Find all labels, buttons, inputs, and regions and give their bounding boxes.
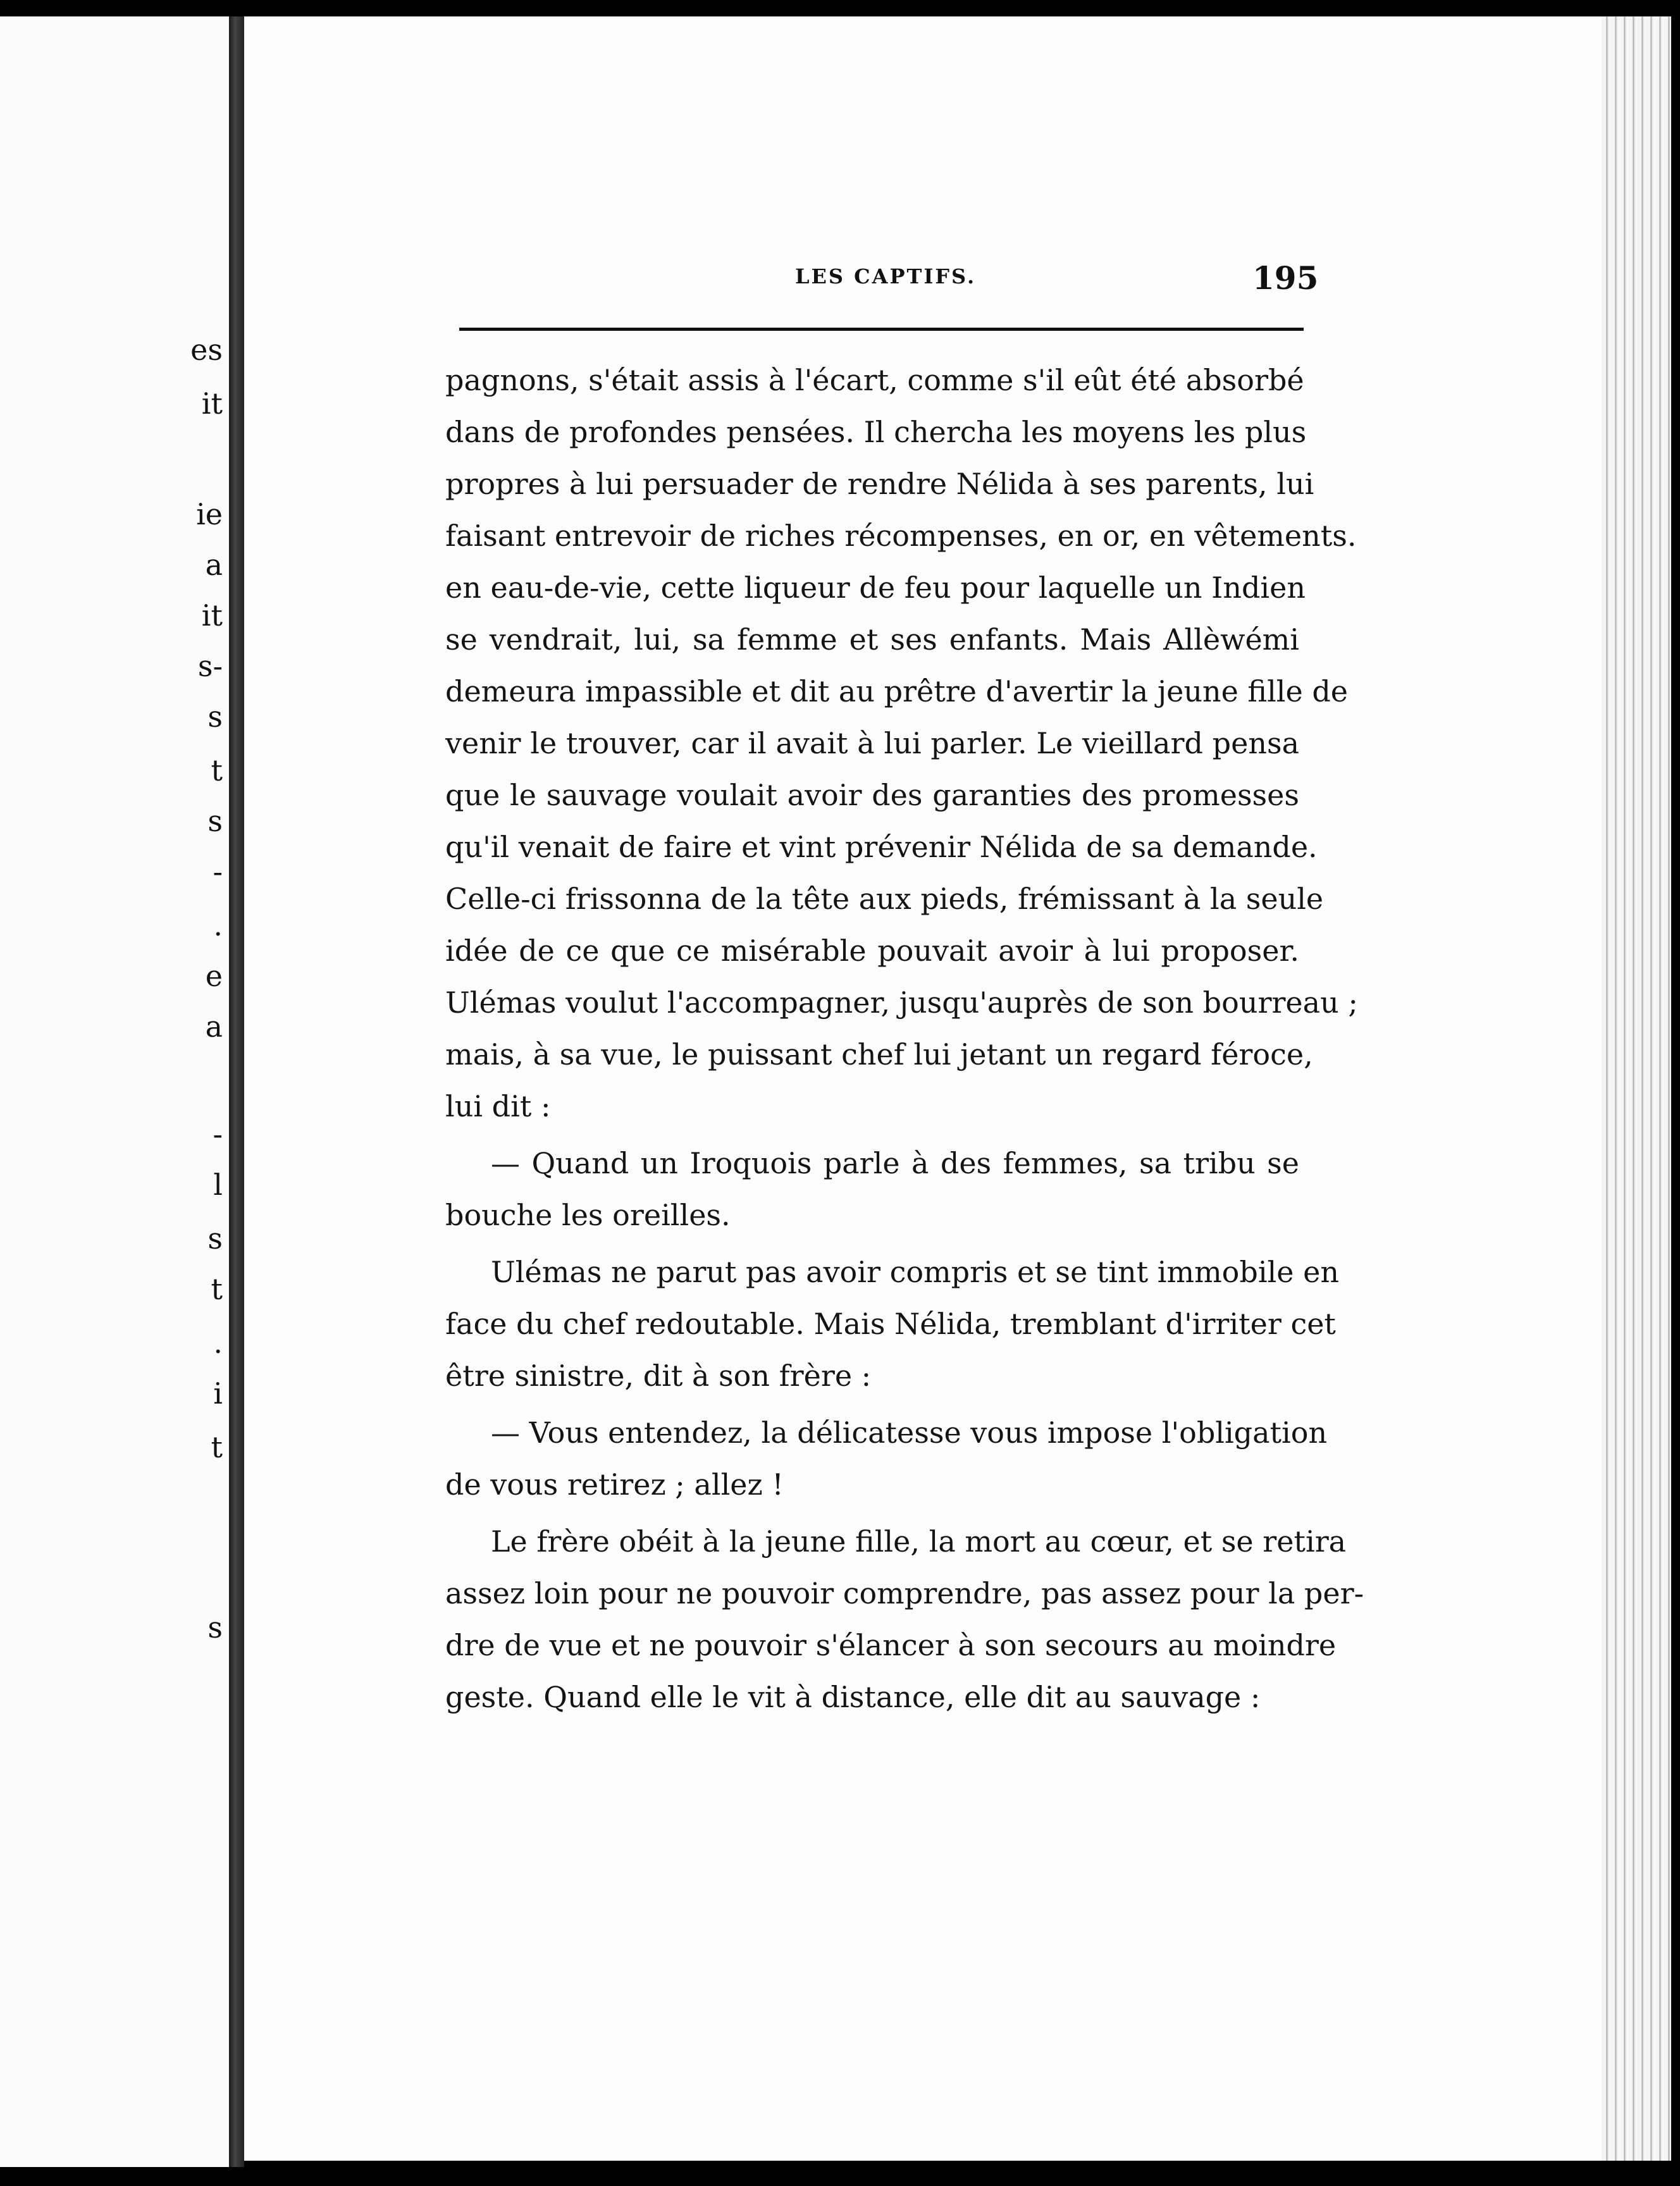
left-page-text-fragment: s	[207, 804, 223, 838]
running-title: LES CAPTIFS.	[795, 264, 977, 288]
text-line: geste. Quand elle le vit à distance, elle dit au sauvage :	[445, 1680, 1261, 1714]
left-page-text-fragment: s-	[197, 649, 223, 683]
left-page-text-fragment: s	[207, 1610, 223, 1645]
text-line: qu'il venait de faire et vint prévenir Nélida de sa demande.	[445, 830, 1318, 864]
text-line: dre de vue et ne pouvoir s'élancer à son secours au moindre	[445, 1628, 1337, 1662]
text-line: idée de ce que ce misérable pouvait avoir à lui proposer.	[445, 934, 1299, 968]
text-line: demeura impassible et dit au prêtre d'avertir la jeune fille de	[445, 674, 1349, 708]
left-page-text-fragment: -	[213, 855, 223, 889]
text-line: — Vous entendez, la délicatesse vous impose l'obligation	[491, 1416, 1328, 1450]
left-page-text-fragment: s	[207, 700, 223, 734]
left-page-text-fragment: .	[213, 1326, 223, 1360]
text-line: mais, à sa vue, le puissant chef lui jetant un regard féroce,	[445, 1037, 1313, 1071]
text-line: être sinistre, dit à son frère :	[445, 1359, 872, 1393]
paragraph	[445, 1407, 1328, 1510]
left-page-text-fragment: e	[205, 959, 223, 993]
text-line: lui dit :	[445, 1089, 551, 1123]
text-line: Ulémas ne parut pas avoir compris et se tint immobile en	[491, 1255, 1339, 1289]
paragraph	[445, 1246, 1339, 1402]
text-line: venir le trouver, car il avait à lui parler. Le vieillard pensa	[445, 726, 1299, 760]
text-line: — Quand un Iroquois parle à des femmes, sa tribu se	[491, 1146, 1299, 1180]
scan-border	[244, 2161, 1671, 2186]
text-line: bouche les oreilles.	[445, 1198, 731, 1232]
text-line: que le sauvage voulait avoir des garanties des promesses	[445, 778, 1299, 812]
left-page-text-fragment: -	[213, 1117, 223, 1151]
book-gutter	[229, 16, 244, 2167]
left-page-text-fragment: t	[211, 1430, 223, 1464]
paragraph	[445, 354, 1358, 1132]
left-page-text-fragment: a	[205, 548, 223, 582]
page-edges	[1602, 16, 1671, 2173]
body-text	[445, 354, 1364, 1723]
paragraph	[445, 1137, 1299, 1241]
text-line: de vous retirez ; allez !	[445, 1467, 784, 1502]
left-page-text-fragment: it	[201, 598, 223, 633]
text-line: se vendrait, lui, sa femme et ses enfants. Mais Allèwémi	[445, 622, 1299, 657]
left-page-text-fragment: it	[201, 386, 223, 421]
text-line: dans de profondes pensées. Il chercha les moyens les plus	[445, 415, 1307, 449]
left-page-text-fragment: es	[190, 333, 223, 367]
text-line: Le frère obéit à la jeune fille, la mort au cœur, et se retira	[491, 1524, 1347, 1559]
text-line: propres à lui persuader de rendre Nélida à ses parents, lui	[445, 467, 1314, 501]
left-page-text-fragment: i	[213, 1376, 223, 1411]
text-line: Ulémas voulut l'accompagner, jusqu'auprès de son bourreau ;	[445, 985, 1358, 1020]
left-page-text-fragment: s	[207, 1221, 223, 1256]
text-line: en eau-de-vie, cette liqueur de feu pour laquelle un Indien	[445, 571, 1306, 605]
text-line: faisant entrevoir de riches récompenses, en or, en vêtements.	[445, 519, 1357, 553]
left-page-text-fragment: l	[213, 1168, 223, 1202]
page-number: 195	[1252, 259, 1319, 297]
text-line: assez loin pour ne pouvoir comprendre, pas assez pour la per-	[445, 1576, 1364, 1610]
left-page-text-fragment: t	[211, 1272, 223, 1306]
text-line: Celle-ci frissonna de la tête aux pieds, frémissant à la seule	[445, 882, 1324, 916]
text-line: pagnons, s'était assis à l'écart, comme s'il eût été absorbé	[445, 363, 1304, 397]
left-facing-page	[0, 16, 229, 2167]
left-page-text-fragment: .	[213, 908, 223, 942]
left-page-text-fragment: ie	[196, 497, 223, 531]
paragraph	[445, 1516, 1364, 1723]
header-rule	[459, 328, 1304, 331]
left-page-text-fragment: t	[211, 753, 223, 787]
text-line: face du chef redoutable. Mais Nélida, tremblant d'irriter cet	[445, 1307, 1336, 1341]
left-page-text-fragment: a	[205, 1010, 223, 1044]
